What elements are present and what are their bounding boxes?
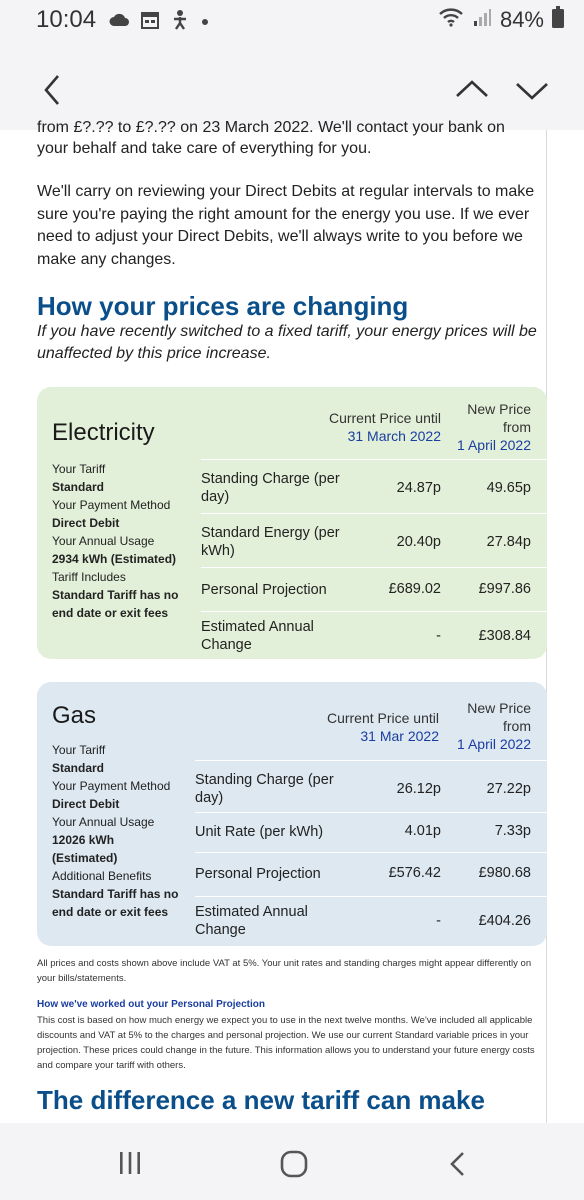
row-label: Unit Rate (per kWh) xyxy=(195,824,324,840)
new-price-from: from xyxy=(503,718,531,734)
row-current: - xyxy=(436,913,441,929)
projection-title: How we've worked out your Personal Projection xyxy=(37,999,265,1010)
notification-icons xyxy=(108,9,210,36)
table-row xyxy=(195,760,547,813)
table-row xyxy=(195,852,547,897)
row-new: 27.84p xyxy=(486,534,531,550)
cut-off-text: from £?.?? to £?.?? on 23 March 2022. We'll contact your bank on xyxy=(37,119,505,136)
new-price-date: 1 April 2022 xyxy=(457,736,531,752)
detail-value: Standard Tariff has no end date or exit fees xyxy=(52,588,179,620)
table-row xyxy=(201,611,547,660)
table-row xyxy=(201,459,547,514)
recent-apps-button[interactable] xyxy=(118,1151,142,1180)
row-current: 4.01p xyxy=(404,823,441,839)
prices-subtitle: If you have recently switched to a fixed tariff, your energy prices will be unaffected by this price increase. xyxy=(37,323,537,362)
system-back-button[interactable] xyxy=(448,1151,468,1182)
cloud-icon xyxy=(108,12,130,33)
row-new: £980.68 xyxy=(478,865,531,881)
battery-percent: 84% xyxy=(499,7,544,32)
table-row xyxy=(201,567,547,612)
table-row xyxy=(195,812,547,853)
detail-label: Your Tariff xyxy=(52,743,106,757)
row-new: £404.26 xyxy=(478,913,531,929)
wifi-icon xyxy=(438,7,464,33)
row-current: £576.42 xyxy=(388,865,441,881)
home-button[interactable] xyxy=(280,1151,308,1182)
signal-icon xyxy=(472,7,492,33)
system-icons xyxy=(438,6,564,34)
row-new: £997.86 xyxy=(478,581,531,597)
intro-tail: your behalf and take care of everything for you. xyxy=(37,140,372,157)
projection-text: This cost is based on how much energy we expect you to use in the next twelve months. We've included all applicable discounts and VAT at 5% to the charges and personal projection. We use our current Standard variable prices in your projection. These prices could change in the future. This information allows you to understand your future energy costs and compare your tariff with others. xyxy=(37,1015,535,1071)
electricity-title: Electricity xyxy=(52,419,155,446)
detail-label: Your Tariff xyxy=(52,462,106,476)
detail-label: Your Annual Usage xyxy=(52,815,155,829)
detail-value: Standard Tariff has no end date or exit fees xyxy=(52,887,179,919)
detail-value: Direct Debit xyxy=(52,797,120,811)
row-new: 7.33p xyxy=(494,823,531,839)
row-label: Estimated Annual Change xyxy=(201,619,314,653)
back-icon xyxy=(448,1164,468,1181)
gas-card xyxy=(37,682,547,946)
navigation-bar xyxy=(0,1123,584,1200)
prices-heading: How your prices are changing xyxy=(37,291,409,321)
back-button[interactable] xyxy=(34,70,74,110)
detail-value: 2934 kWh (Estimated) xyxy=(52,552,177,566)
electricity-current-header xyxy=(329,409,441,445)
new-tariff-heading: The difference a new tariff can make xyxy=(37,1085,485,1115)
detail-label: Tariff Includes xyxy=(52,570,126,584)
detail-value: Standard xyxy=(52,761,105,775)
new-price-from: from xyxy=(503,419,531,435)
current-price-date: 31 March 2022 xyxy=(347,428,441,444)
table-row xyxy=(195,896,547,947)
row-current: 26.12p xyxy=(396,781,441,797)
row-label: Standing Charge (per day) xyxy=(195,772,334,806)
row-label: Standing Charge (per day) xyxy=(201,471,340,505)
detail-label: Your Payment Method xyxy=(52,498,171,512)
chevron-down-icon xyxy=(512,97,552,114)
current-price-date: 31 Mar 2022 xyxy=(360,728,439,744)
accessibility-icon xyxy=(170,9,190,36)
new-price-label: New Price xyxy=(467,401,531,417)
new-price-label: New Price xyxy=(467,700,531,716)
table-row xyxy=(201,513,547,568)
row-label: Personal Projection xyxy=(201,582,327,598)
detail-value: 12026 kWh (Estimated) xyxy=(52,833,118,865)
row-current: 24.87p xyxy=(396,480,441,496)
electricity-new-header xyxy=(457,400,531,454)
home-icon xyxy=(280,1164,308,1181)
row-new: 49.65p xyxy=(486,480,531,496)
review-paragraph: We'll carry on reviewing your Direct Debits at regular intervals to make sure you're paying the right amount for the energy you use. If we ever need to adjust your Direct Debits, we'll always write to you before we make any changes. xyxy=(37,183,535,268)
current-price-label: Current Price until xyxy=(326,710,439,726)
row-current: - xyxy=(436,628,441,644)
chevron-up-icon xyxy=(452,97,492,114)
current-price-label: Current Price until xyxy=(328,410,441,426)
vat-note: All prices and costs shown above include VAT at 5%. Your unit rates and standing charges might appear differently on your bills/statements. xyxy=(37,958,532,984)
recent-apps-icon xyxy=(118,1162,142,1179)
back-chevron-icon xyxy=(34,97,74,114)
previous-match-button[interactable] xyxy=(452,70,492,110)
row-current: 20.40p xyxy=(396,534,441,550)
status-time: 10:04 xyxy=(36,6,97,33)
gas-details xyxy=(52,741,182,921)
gas-title: Gas xyxy=(52,702,97,729)
row-label: Standard Energy (per kWh) xyxy=(201,525,340,559)
calendar-icon xyxy=(140,10,160,35)
detail-value: Direct Debit xyxy=(52,516,120,530)
detail-label: Additional Benefits xyxy=(52,869,152,883)
electricity-card xyxy=(37,387,547,659)
row-new: 27.22p xyxy=(486,781,531,797)
email-content[interactable] xyxy=(0,119,584,1123)
detail-label: Your Annual Usage xyxy=(52,534,155,548)
detail-value: Standard xyxy=(52,480,105,494)
new-price-date: 1 April 2022 xyxy=(457,437,531,453)
electricity-details xyxy=(52,460,182,622)
gas-current-header xyxy=(327,709,439,745)
detail-label: Your Payment Method xyxy=(52,779,171,793)
row-label: Estimated Annual Change xyxy=(195,904,308,938)
next-match-button[interactable] xyxy=(512,70,552,110)
battery-icon xyxy=(552,6,564,34)
dot-icon xyxy=(200,14,210,32)
row-current: £689.02 xyxy=(388,581,441,597)
gas-new-header xyxy=(457,699,531,753)
status-bar xyxy=(0,0,584,44)
row-label: Personal Projection xyxy=(195,866,321,882)
row-new: £308.84 xyxy=(478,628,531,644)
